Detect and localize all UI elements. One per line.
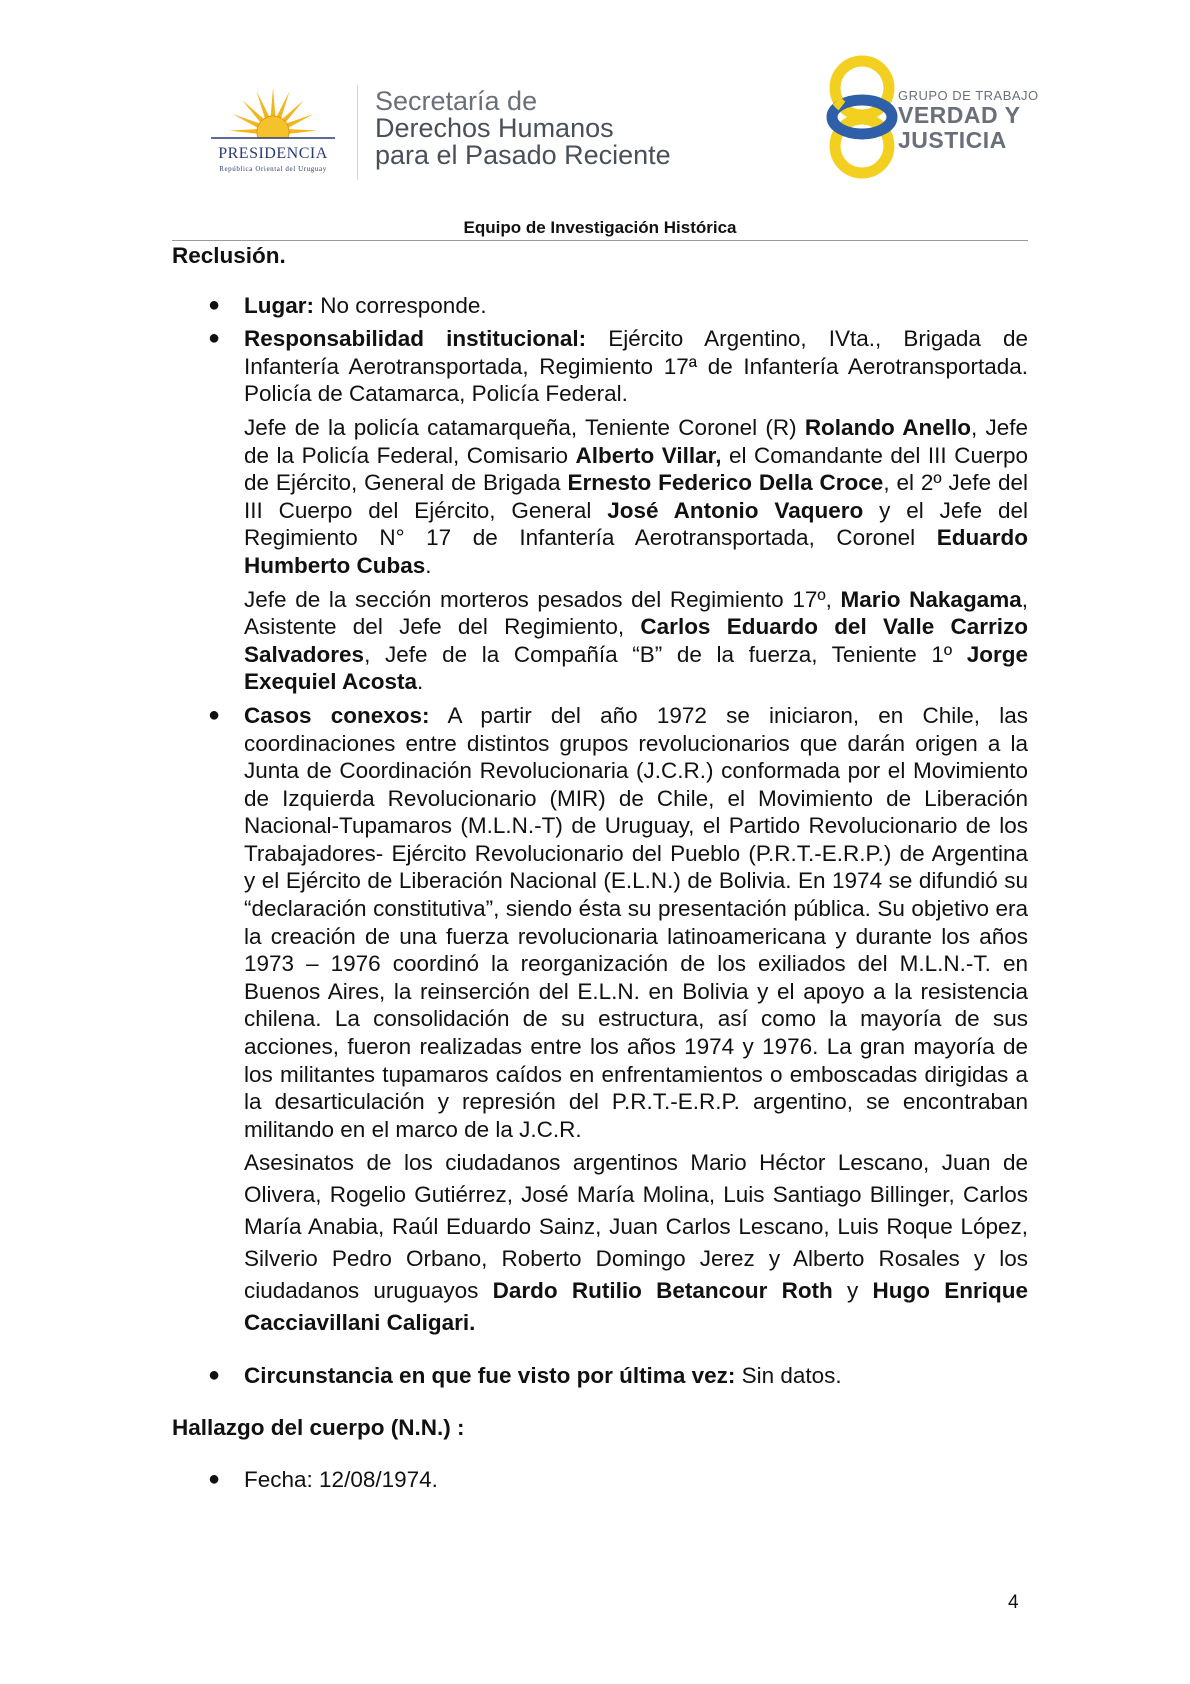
team-title: Equipo de Investigación Histórica	[463, 218, 737, 237]
presidencia-subtitle: República Oriental del Uruguay	[219, 165, 327, 173]
text-run: el Comandante del III Cuerpo de Ejército, General de Brigada	[244, 442, 1029, 496]
responsabilidad-value: Ejército Argentino, IVta., Brigada de Infantería Aerotransportada, Regimiento 17ª de Infantería Aerotransportada. Policía de Catamarca, Policía Federal.	[244, 326, 1028, 407]
bold-name: Eduardo Humberto Cubas	[244, 525, 1028, 578]
secretaria-wordmark	[375, 88, 671, 169]
list-item-casos-conexos	[172, 702, 1028, 1144]
circunstancia-label: Circunstancia en que fue visto por última vez:	[244, 1363, 736, 1389]
grupo-trabajo-wordmark	[898, 88, 1039, 153]
grupo-line3: JUSTICIA	[898, 127, 1007, 153]
responsabilidad-paragraph-2	[172, 586, 1028, 696]
header-divider	[357, 85, 358, 180]
bold-name: Mario Nakagama	[840, 586, 1022, 612]
text-run: Jefe de la sección morteros pesados del Regimiento 17º,	[244, 586, 841, 612]
lugar-label: Lugar:	[244, 292, 314, 318]
verdad-justicia-rings-logo	[818, 52, 908, 182]
bullet-icon: ●	[208, 1467, 221, 1490]
fecha-text: Fecha: 12/08/1974.	[244, 1466, 438, 1492]
list-item-fecha	[172, 1466, 1028, 1494]
list-item-responsabilidad	[172, 325, 1028, 408]
casos-paragraph-2	[172, 1147, 1028, 1339]
bold-name: Carlos Eduardo del Valle Carrizo Salvadores	[244, 614, 1029, 667]
bold-name: Ernesto Federico Della Croce	[567, 470, 884, 496]
lugar-value: No corresponde.	[314, 292, 487, 318]
text-run: y	[832, 1278, 873, 1304]
bullet-icon: ●	[208, 327, 221, 350]
text-run: Asesinatos de los ciudadanos argentinos Mario Héctor Lescano, Juan de Olivera, Rogelio Gutiérrez, José María Molina, Luis Santiago Billinger, Carlos María Anabia, Raúl Eduardo Sainz, Juan Carlos Lescano, Luis Roque López, Silverio Pedro Orbano, Roberto Domingo Jerez y Alberto Rosales y los ciudadanos uruguayos	[244, 1150, 1028, 1304]
hallazgo-list	[172, 1466, 1028, 1494]
bold-name: Dardo Rutilio Betancour Roth	[492, 1278, 833, 1304]
secretaria-line2: Derechos Humanos	[375, 113, 614, 143]
section-heading-hallazgo: Hallazgo del cuerpo (N.N.) :	[172, 1415, 465, 1440]
text-run: , Jefe de la Compañía “B” de la fuerza, Teniente 1º	[364, 641, 967, 667]
text-run: , Jefe de la Policía Federal, Comisario	[244, 414, 1028, 468]
grupo-line2: VERDAD Y	[898, 102, 1021, 128]
bullet-icon: ●	[208, 1364, 221, 1387]
text-run: , el 2º Jefe del III Cuerpo del Ejército, General	[244, 470, 1029, 523]
responsabilidad-label: Responsabilidad institucional:	[244, 326, 587, 352]
presidencia-wordmark	[198, 145, 348, 173]
bullet-icon: ●	[208, 293, 221, 316]
section-heading-reclusion: Reclusión.	[172, 243, 286, 268]
text-run: y el Jefe del Regimiento N° 17 de Infantería Aerotransportada, Coronel	[244, 497, 1029, 551]
bullet-icon: ●	[208, 703, 221, 726]
bold-name: Alberto Villar,	[575, 442, 722, 468]
document-body	[172, 240, 1028, 1493]
page-number: 4	[1008, 1592, 1019, 1613]
secretaria-line1: Secretaría de	[375, 86, 538, 116]
responsabilidad-paragraph-1	[172, 414, 1028, 580]
grupo-line1: GRUPO DE TRABAJO	[898, 88, 1039, 103]
bold-name: José Antonio Vaquero	[607, 497, 864, 523]
presidencia-title: PRESIDENCIA	[218, 145, 328, 162]
text-run: .	[416, 669, 424, 695]
secretaria-line3: para el Pasado Reciente	[375, 140, 671, 170]
circunstancia-value: Sin datos.	[735, 1363, 842, 1389]
casos-label: Casos conexos:	[244, 702, 430, 728]
list-item-circunstancia	[172, 1362, 1028, 1390]
text-run: , Asistente del Jefe del Regimiento,	[244, 586, 1028, 640]
page-header	[0, 0, 1190, 237]
casos-value: A partir del año 1972 se iniciaron, en Chile, las coordinaciones entre distintos grupos revolucionarios que darán origen a la Junta de Coordinación Revolucionaria (J.C.R.) conformada por el Movimiento de Izquierda Revolucionario (MIR) de Chile, el Movimiento de Liberación Nacional-Tupamaros (M.L.N.-T) de Uruguay, el Partido Revolucionario de los Trabajadores- Ejército Revolucionario del Pueblo (P.R.T.-E.R.P.) de Argentina y el Ejército de Liberación Nacional (E.L.N.) de Bolivia. En 1974 se difundió su “declaración constitutiva”, siendo ésta su presentación pública. Su objetivo era la creación de una fuerza revolucionaria latinoamericana y durante los años 1973 – 1976 coordinó la reorganización de los exiliados del M.L.N.-T. en Buenos Aires, la reinserción del E.L.N. en Bolivia y el apoyo a la resistencia chilena. La consolidación de su estructura, así como la mayoría de sus acciones, fueron realizadas entre los años 1974 y 1976. La gran mayoría de los militantes tupamaros caídos en enfrentamientos o emboscadas dirigidas a la desarticulación y represión del P.R.T.-E.R.P. argentino, se encontraban militando en el marco de la J.C.R.	[244, 702, 1029, 1142]
reclusion-list	[172, 292, 1028, 1390]
list-item-lugar	[172, 292, 1028, 320]
text-run: .	[425, 552, 432, 578]
text-run: Jefe de la policía catamarqueña, Teniente Coronel (R)	[244, 414, 805, 440]
bold-name: Rolando Anello	[804, 414, 971, 440]
bold-name: Hugo Enrique Cacciavillani Caligari.	[244, 1278, 1028, 1336]
bold-name: Jorge Exequiel Acosta	[244, 641, 1028, 695]
